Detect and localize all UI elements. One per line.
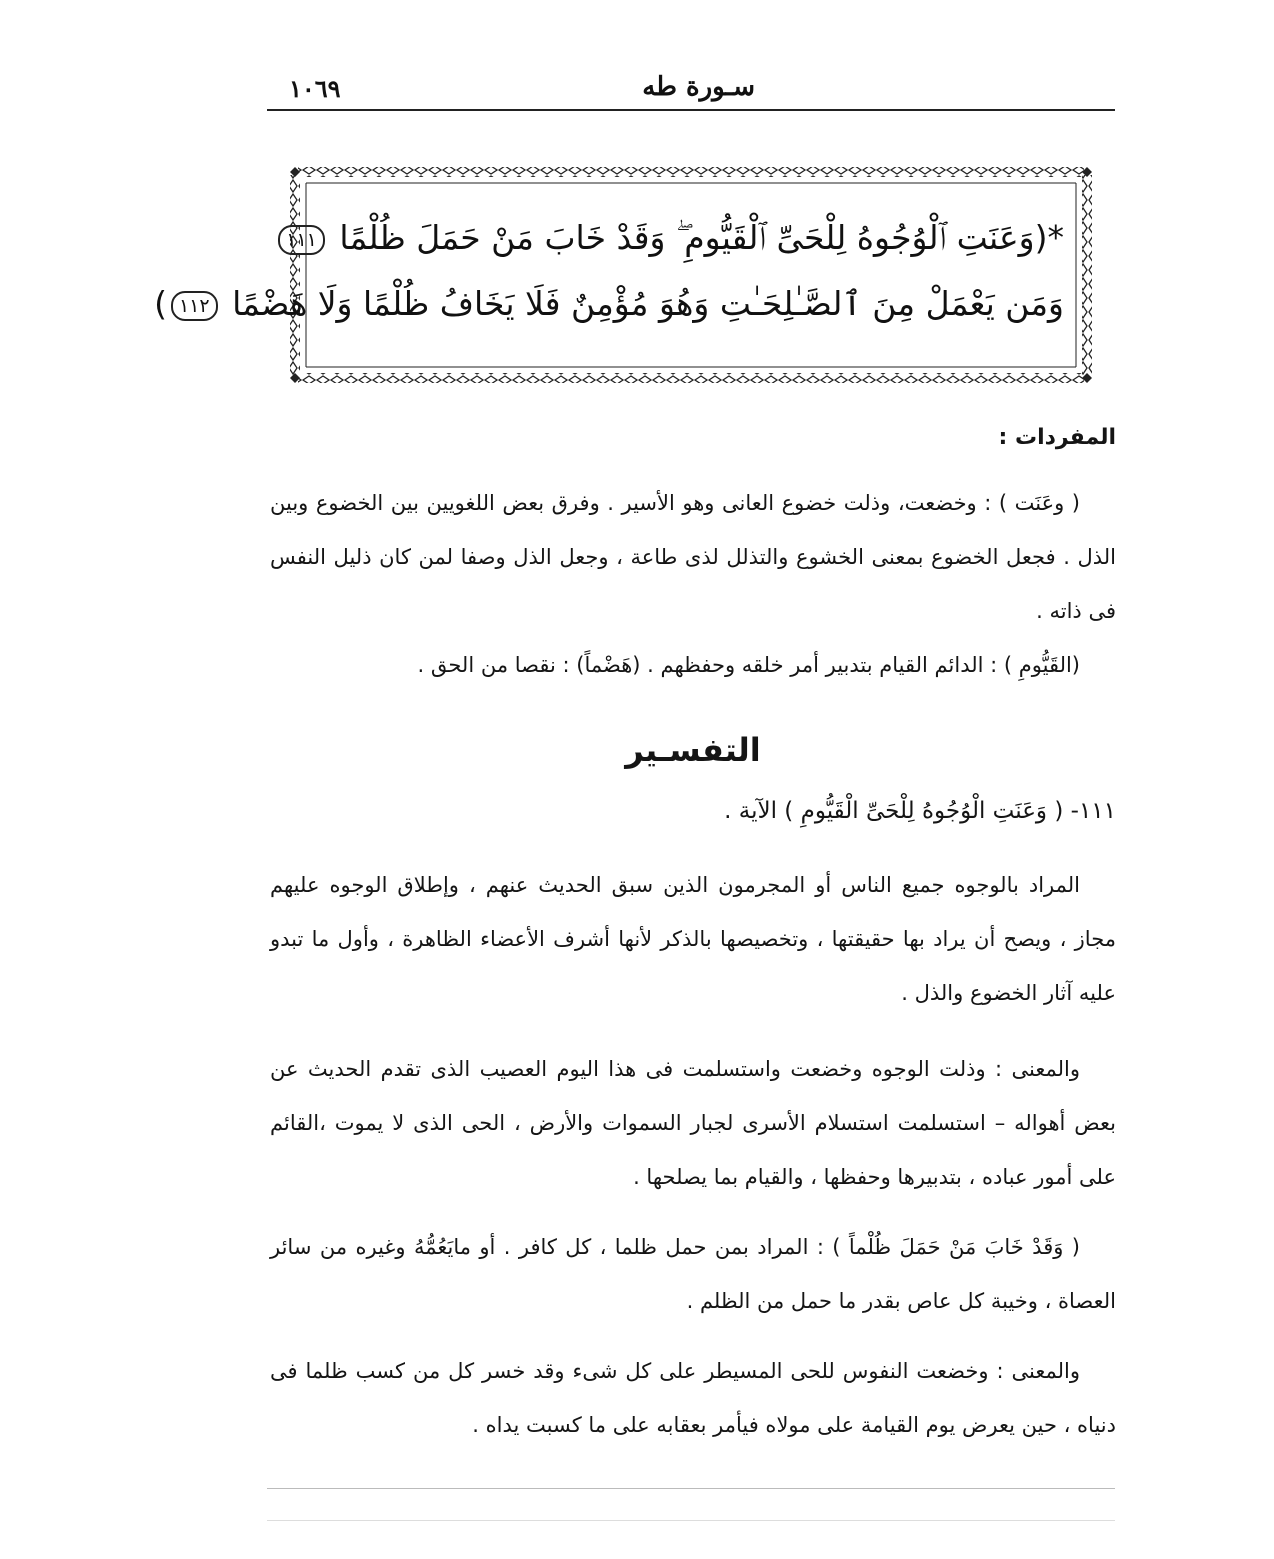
footer-rule (267, 1488, 1115, 1489)
page-content (270, 418, 1116, 1452)
verse-closing-bracket: ) (154, 284, 167, 323)
page-number: ١٠٦٩ (289, 74, 341, 103)
verse-line-1 (286, 205, 1064, 271)
verse-111-text: *(وَعَنَتِ ٱلْوُجُوهُ لِلْحَىِّ ٱلْقَيُّومِ ۖ وَقَدْ خَابَ مَنْ حَمَلَ ظُلْمًا (339, 218, 1064, 257)
page-header (267, 60, 1115, 110)
footer-rule-faint (267, 1520, 1115, 1521)
quran-verse (154, 205, 1064, 337)
tafsir-paragraph-2: والمعنى : وذلت الوجوه وخضعت واستسلمت فى هذا اليوم العصيب الذى تقدم الحديث عن بعض أهواله – استسلمت استسلام الأسرى لجبار السموات والأرض ، الحى الذى لا يموت ،القائم على أمور عباده ، بتدبيرها وحفظها ، والقيام بما يصلحها . (270, 1057, 1116, 1189)
tafsir-paragraph-4: والمعنى : وخضعت النفوس للحى المسيطر على كل شىء وقد خسر كل من كسب ظلما فى دنياه ، حين يعرض يوم القيامة على مولاه فيأمر بعقابه على ما كسبت يداه . (270, 1359, 1116, 1437)
tafsir-paragraph-3: ( وَقَدْ خَابَ مَنْ حَمَلَ ظُلْماً ) : المراد بمن حمل ظلما ، كل كافر . أو مايَعُمُّهُ وغيره من سائر العصاة ، وخيبة كل عاص بقدر ما حمل من الظلم . (270, 1235, 1116, 1313)
ayah-number-111: ١١١ (278, 225, 325, 255)
ayah-number-112: ١١٢ (171, 291, 218, 321)
vocab-paragraph-1: ( وعَنَت ) : وخضعت، وذلت خضوع العانى وهو الأسير . وفرق بعض اللغويين بين الخضوع وبين الذل . فجعل الخضوع بمعنى الخشوع والتذلل لذى طاعة ، وجعل الذل وصفا لمن كان ذليل النفس فى ذاته . (270, 491, 1116, 623)
verse-112-text: وَمَن يَعْمَلْ مِنَ ٱلصَّـٰلِحَـٰتِ وَهُوَ مُؤْمِنٌ فَلَا يَخَافُ ظُلْمًا وَلَا هَضْمًا (232, 284, 1064, 323)
tafsir-verse-reference: ١١١- ( وَعَنَتِ الْوُجُوهُ لِلْحَىِّ الْقَيُّومِ ) الآية . (724, 798, 1116, 824)
tafsir-heading: التفسـير (625, 731, 761, 769)
vocabulary-heading: المفردات : (998, 425, 1116, 450)
verse-line-2 (154, 271, 1064, 337)
tafsir-paragraph-1: المراد بالوجوه جميع الناس أو المجرمون الذين سبق الحديث عنهم ، وإطلاق الوجوه عليهم مجاز ، ويصح أن يراد بها حقيقتها ، وتخصيصها بالذكر لأنها أشرف الأعضاء الظاهرة ، وأول ما تبدو عليه آثار الخضوع والذل . (270, 873, 1116, 1005)
header-rule (267, 109, 1115, 111)
verse-frame (154, 165, 1094, 385)
surah-title: سـورة طه (642, 72, 755, 102)
vocab-paragraph-2: (القَيُّومِ ) : الدائم القيام بتدبير أمر خلقه وحفظهم . (هَضْماً) : نقصا من الحق . (417, 653, 1080, 677)
